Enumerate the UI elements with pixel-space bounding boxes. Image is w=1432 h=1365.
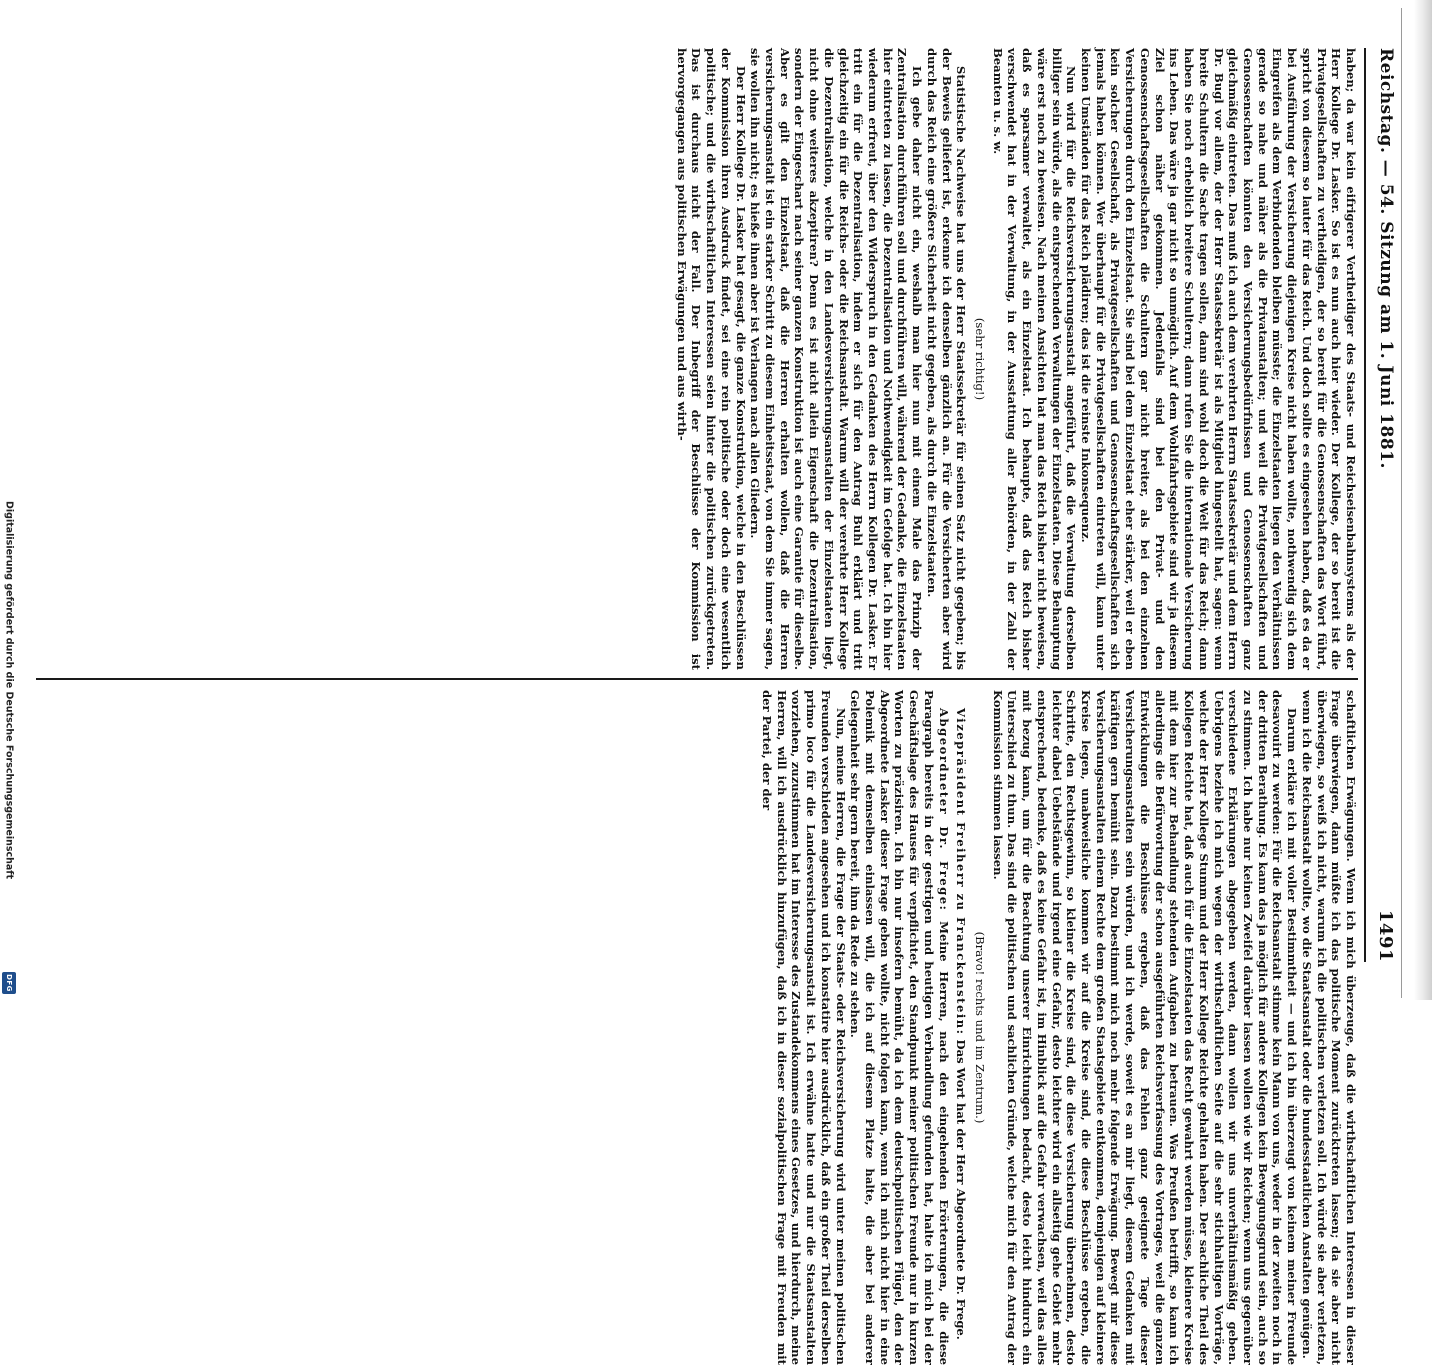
left-paragraph: haben; da war kein eifrigerer Vertheidiger des Staats- und Reichseisenbahnsystems als der Herr Kollege Dr. Lasker. So ist es nun auch hier wieder. Der Kollege, der so bereit ist die Privatgesellschaften zu vertheidigen, der so bereit für die Genossenschaften das Wort führt, spricht von diesem so lauter für das Reich. Und doch sollte es eingesehen haben, daß es da er bei Ausführung der Versicherung diejenigen Kreise nicht haben wollte, nothwendig sich dem Eingreifen als dem Verbindenden bleiben müsste; die Einzelstaaten liegen den Verhältnissen gerade so nahe und näher als die Privatanstalten; und weil die Privatgesellschaften und Genossenschaften könnten den Versicherungsbedürfnissen und Genossenschaften ganz gleichmäßig eintreten. Das muß ich auch dem verehrten Herrn Staatssekretär und dem Herrn Dr. Bugl vor allem, der der Herr Staatssekretär ist als Mitglied hingestellt hat, sagen: wenn breite Schultern die Sache tragen sollen, dann sind wohl doch die Welt für das Reich; dann haben Sie noch erheblich breitere Schultern; dann rufen Sie die internationale Versicherung ins Leben. Das wäre ja gar nicht so unmöglich. Auf dem Wohlfahrtsgebiete sind wir ja diesem Ziel schon näher gekommen. Jedenfalls sind bei den Privat- und den Genossenschaftsgesellschaften die Schultern gar nicht breiter, als bei den einzelnen Versicherungen durch den Einzelstaat. Sie sind bei dem Einzelstaat eher stärker, weil er eben kein solcher Gesellschaft, als Privatgesellschaften und Genossenschaftsgesellschaften sich jemals haben können. Wer überhaupt für die Privatgesellschaften eintreten will, kann unter keinen Umständen für das Reich plädiren; das ist die reinste Inkonsequenz. bbox=[1079, 48, 1358, 670]
interjection: (sehr richtig!) bbox=[973, 317, 988, 401]
header-rule bbox=[1364, 48, 1366, 962]
speaker-name: Vizepräsident Freiherr zu Franckenstein: bbox=[954, 708, 969, 1036]
left-paragraph: Nun wird für die Reichsversicherungsanstalt angeführt, daß die Verwaltung derselben billiger sein würde, als die entsprechenden Verwaltungen der Einzelstaaten. Diese Behauptung wäre erst noch zu beweisen. Nach meinen Ansichten hat man das Reich bisher nicht beweisen, daß es sparsamer verwaltet, als ein Einzelstaat. Ich behaupte, daß das Reich bisher verschwendet hat in der Verwaltung, in der Ausstattung aller Behörden, in der Zahl der Beamten u. s. w. bbox=[990, 48, 1079, 670]
left-paragraph: Statistische Nachweise hat uns der Herr Staatssekretär für seinen Satz nicht gegeben; bis der Beweis geliefert ist, erkenne ich denselben gänzlich an. Für die Versicherten aber wird durch das Reich eine größere Sicherheit nicht gegeben, als durch die Einzelstaaten. bbox=[924, 48, 969, 670]
speech-paragraph: Nun, meine Herren, die Frage der Staats- oder Reichsversicherung wird unter meinen politischen Freunden verschieden angesehen und ich konstatire hier ausdrücklich, daß ein großer Theil derselben primo loco für die Landesversicherungsanstalt ist. Ich erwähne hatte und nur die Staatsanstalten vorziehen, zuzustimmen hat im Interesse des Zustandekommens eines Gesetzes, und hierdurch, meine Herren, will ich ausdrücklich hinzufügen, daß ich in dieser sozialpolitischen Frage mit Freuden mit der Partei, der der bbox=[759, 690, 848, 1365]
speaker-name: Abgeordneter Dr. Frege: bbox=[936, 708, 951, 912]
page-header-title: Reichstag. — 54. Sitzung am 1. Juni 1881. bbox=[1376, 48, 1396, 469]
scan-edge-shadow bbox=[1404, 0, 1432, 1000]
right-paragraph: schaftlichen Erwägungen. Wenn ich mich überzeuge, daß die wirthschaftlichen Interessen in dieser Frage überwiegen, dann müßte ich das politische Moment zurücktreten lassen; da sie aber nicht überwiegen, so weiß ich nicht, warum ich die politischen verletzen soll. Ich würde sie aber verletzen, wenn ich die Reichsanstalt wollte, wo die Staatsanstalt oder die bundesstaatlichen Anstalten genügen. bbox=[1299, 690, 1358, 1365]
column-divider bbox=[36, 678, 1358, 680]
interjection: (Bravo! rechts und im Zentrum.) bbox=[973, 931, 988, 1124]
speech-text: Meine Herren, nach den eingehenden Erörterungen, die diese Paragraph bereits in der gestrigen und heutigen Verhandlung gefunden hat, halte ich mich bei der Geschäftslage des Hauses für verpflichtet, den Standpunkt meiner politischen Freunde nur in kurzen Worten zu präzisiren. Ich bin nur insofern bemüht, da ich dem deutschpolitischen Flügel, den der Abgeordnete Lasker dieser Frage geben wollte, nicht folgen kann, wenn ich mich nicht hier in eine Polemik mit demselben einlassen will, die ich auf diesem Platze halte, die aber bei anderer Gelegenheit sehr gern bereit, ihm da Rede zu stehen. bbox=[848, 690, 951, 1365]
left-paragraph: Der Herr Kollege Dr. Lasker hat gesagt, die ganze Konstruktion, welche in den Beschlüssen der Kommission ihren Ausdruck findet, sei eine rein politische oder doch eine wesentlich politische; und die wirthschaftlichen Interessen seien hinter die politischen zurückgetreten. Das ist durchaus nicht der Fall. Der Inbegriff der Beschlüsse der Kommission ist hervorgegangen aus politischen Erwägungen und aus wirth- bbox=[674, 48, 748, 670]
announcement-text: Das Wort hat der Herr Abgeordnete Dr. Frege. bbox=[954, 1039, 969, 1340]
president-announcement bbox=[954, 690, 969, 1365]
page-number: 1491 bbox=[1375, 909, 1397, 962]
dfg-logo-icon bbox=[2, 972, 16, 994]
scan-edge-line bbox=[1401, 8, 1402, 998]
page-header bbox=[1368, 48, 1404, 962]
rotated-document-page bbox=[20, 18, 1412, 1365]
right-paragraph: Darum erkläre ich mit voller Bestimmtheit — und ich bin überzeugt von keinem meiner Freunde desavouirt zu werden: Für die Reichsanstalt stimme kein Mann von uns, weder in der zweiten noch in der dritten Berathung. Es kann das ja möglich für andere Kollegen kein Bewegungsgrund sein, auch so zu stimmen. Ich habe nur keinen Zweifel darüber lassen wollen wie wir Reichen; wenn uns gegenüber verschiedene Erklärungen abgegeben werden, dann wollen wir uns unverhältnismäßig geben. Uebrigens beziehe ich mich wegen der wirthschaftlichen Seite auf die sehr stichhaltigen Vorträge, welche der Herr Kollege Stumm und der Herr Kollege Reichte gehalten haben. Der sachliche Theil des Kollegen Reichte hat, daß auch für die Einzelstaaten das Recht gewahrt werden müsse, kleinere Kreise mit dem hier zur Behandlung stehenden Aufgaben zu betrauen. Was Preußen betrifft, so kann ich allerdings die Befürwortung der schon ausgeführten Reichsverfassung des Vortrages, weil die ganzen Entwicklungen die Beschlüsse ergeben, daß das Fehlen ganz geeignete Tage dieser Versicherungsanstalten sein würden, und ich werde, soweit es an mir liegt, diesem Gedanken mit kräftigen gern bemüht sein. Dazu bestimmt mich noch mehr folgende Erwägung. Bewegt mir diese Versicherungsanstalten einem Rechte dem großen Staatsgebiete entkommen, demjenigen auf kleinere Kreise legen, unabweisliche kommen wir auf die Kreise sind, die diese Beschlüsse ergeben, die Schritte, den Rechtsgewinn, so kleiner die Kreise sind, die diese Versicherung übernehmen, desto leichter dabei Uebelstände und irgend eine Gefahr, desto leichter wird ein allseitig gehe Gebiet mehr entsprechend, bedenke, daß es keine Gefahr ist, im Hinblick auf die Gefahr verwachsen, weil das alles mit bezug kann, um für die Beachtung unserer Einrichtungen bedacht, desto leicht hindurch ein Unterschied zu thun. Das sind die politischen und sachlichen Gründe, welche mich für den Antrag der Kommission stimmen lassen. bbox=[990, 690, 1300, 1365]
speech-paragraph bbox=[848, 690, 951, 1365]
left-paragraph: Ich gebe daher nicht ein, weshalb man hier nun mit einem Male das Prinzip der Zentralisation durchführen soll und durchführen will, während der Gedanke, die Einzelstaaten hier eintreten zu lassen, die Dezentralisation und Nothwendigkeit im Gefolge hat. Ich bin hier wiederum erfreut, über den Widerspruch in den Gedanken des Herrn Kollegen Dr. Lasker. Er tritt ein für die Dezentralisation, indem er sich für den Antrag Buhl erklärt und tritt gleichzeitig ein für die Reichs- oder die Reichsanstalt. Warum will der verehrte Herr Kollege die Dezentralisation, welche in den Landesversicherungsanstalten der Einzelstaaten liegt, nicht ohne weiteres akzeptiren? Denn es ist nicht allein Eigenschaft die Dezentralisation, sondern der Eingeschart nach seiner ganzen Konstruktion ist auch eine Garantie für dieselbe. Aber es gilt den Einzelstaat, daß die Herren erhalten wollen, daß die Herren versicherungsanstalt ist ein starker Schritt zu diesem Einheitsstaat, von dem Sie immer sagen, sie wollen ihn nicht; es hieße ihnen aber ist Verlangen nach allen Gliedern. bbox=[748, 48, 925, 670]
dfg-logo-label: DFG bbox=[5, 974, 13, 992]
right-text-column bbox=[36, 690, 1358, 1365]
scan-credit-text: Digitalisierung gefördert durch die Deutsche Forschungsgemeinschaft bbox=[3, 501, 15, 879]
left-text-column bbox=[36, 48, 1358, 670]
scan-credit-strip bbox=[0, 0, 18, 1000]
